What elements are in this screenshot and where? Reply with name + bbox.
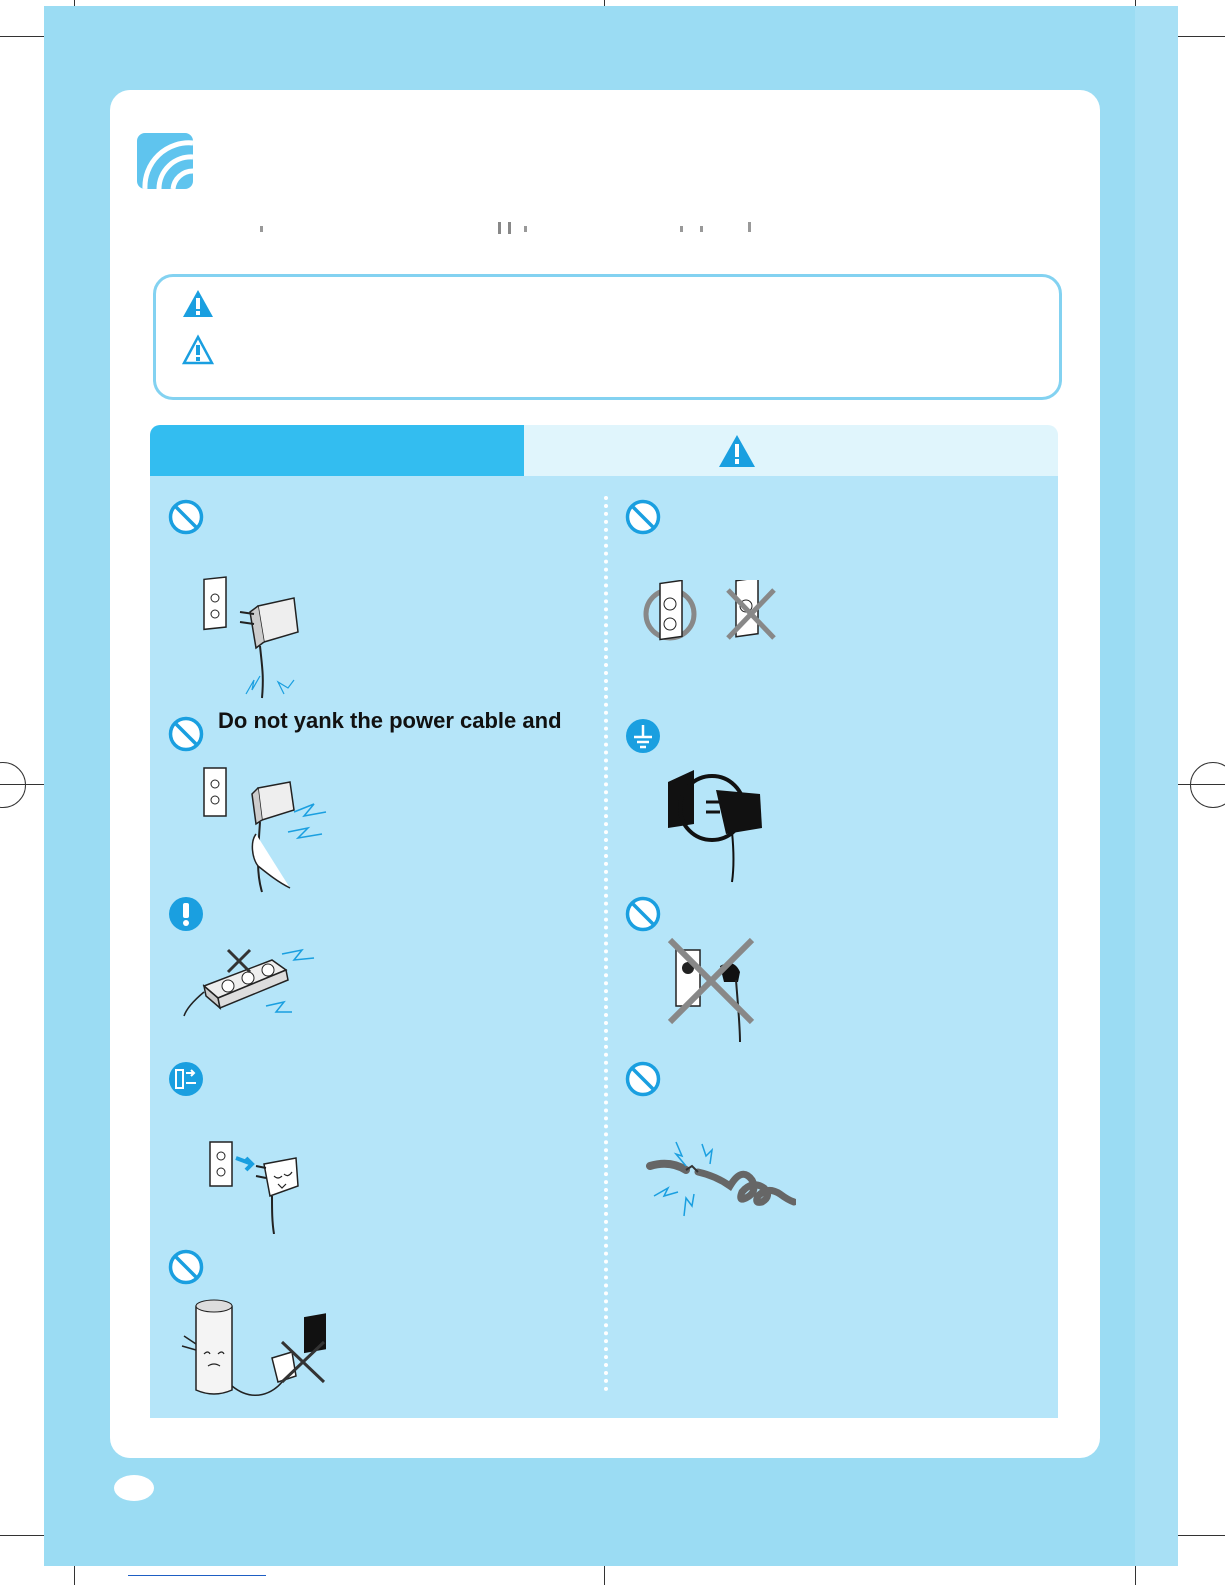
registration-mark <box>0 762 26 808</box>
page-number-badge <box>114 1475 154 1501</box>
crop-mark <box>604 1566 605 1585</box>
adapter-plug-illustration <box>198 576 308 700</box>
prohibited-icon <box>625 1061 661 1097</box>
yank-cable-illustration <box>198 762 328 894</box>
column-divider <box>604 496 608 1392</box>
registration-mark <box>1190 762 1225 808</box>
warning-outline-icon <box>182 334 214 366</box>
crop-mark <box>74 1566 75 1585</box>
crop-mark <box>0 36 44 37</box>
prohibited-icon <box>625 499 661 535</box>
warning-icon <box>718 434 756 468</box>
prohibited-icon <box>625 896 661 932</box>
item-text: Do not yank the power cable and <box>218 708 562 733</box>
tab-power[interactable] <box>150 425 524 476</box>
section-logo-icon <box>137 133 193 189</box>
crop-mark <box>1178 36 1225 37</box>
symbol-legend-box <box>153 274 1062 400</box>
crop-mark <box>1135 1566 1136 1585</box>
page-edge-strip <box>1135 6 1178 1566</box>
footer-link-underline <box>128 1575 266 1576</box>
loose-plug-illustration <box>668 936 758 1044</box>
power-strip-illustration <box>182 936 318 1028</box>
outlet-ok-no-illustration <box>642 580 782 650</box>
intro-text-fragments <box>160 218 960 238</box>
prohibited-icon <box>168 716 204 752</box>
warning-filled-icon <box>182 288 214 320</box>
unplug-plug-illustration <box>200 1138 306 1234</box>
crop-mark <box>0 1535 44 1536</box>
ground-icon <box>625 718 661 754</box>
product-cable-illustration <box>174 1296 338 1406</box>
prohibited-icon <box>168 499 204 535</box>
unplug-icon <box>168 1061 204 1097</box>
prohibited-icon <box>168 1249 204 1285</box>
damaged-cable-illustration <box>646 1136 796 1220</box>
mandatory-icon <box>168 896 204 932</box>
grounded-plug-illustration <box>664 768 768 884</box>
tab-warning[interactable] <box>524 425 1058 476</box>
crop-mark <box>1178 1535 1225 1536</box>
